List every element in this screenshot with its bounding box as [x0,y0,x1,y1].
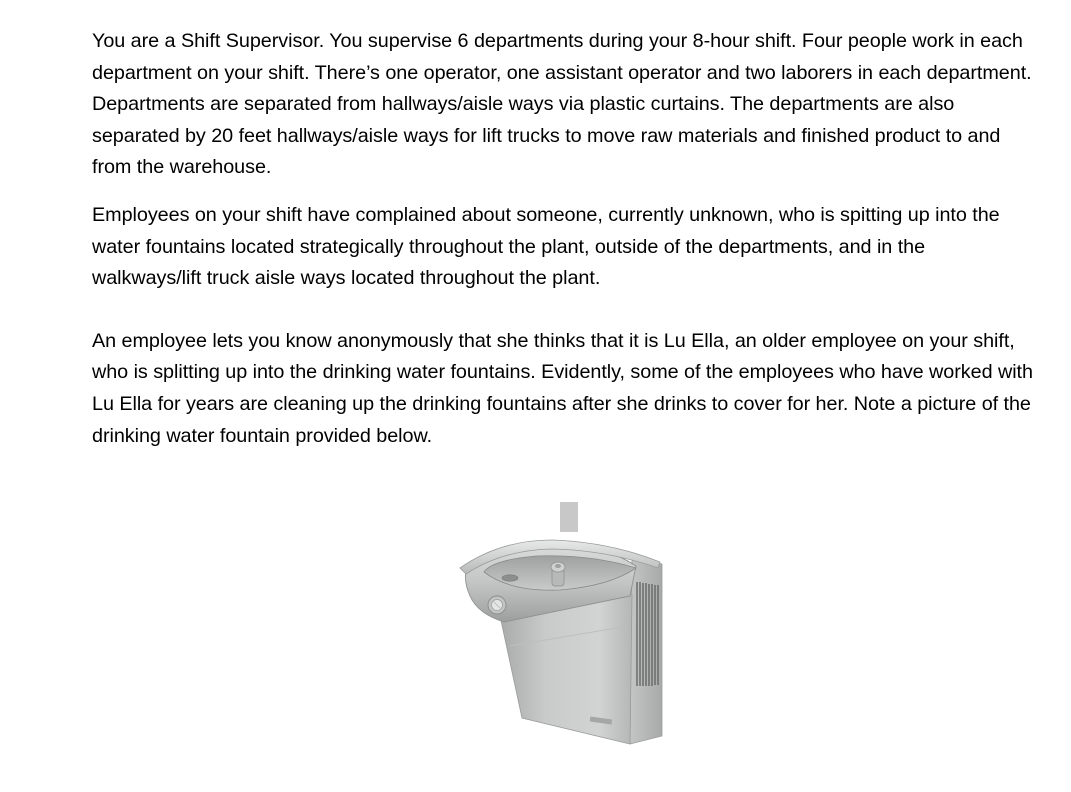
drain-icon [502,575,518,581]
push-button-icon [488,596,506,614]
document-page [92,26,1037,452]
image-placeholder-block [560,502,578,532]
drinking-fountain-image [440,496,680,756]
drinking-fountain-illustration [440,496,680,756]
paragraph-intro: You are a Shift Supervisor. You supervise 6 departments during your 8-hour shift. Four people work in each department on your shift. There’s one operator, one assistant operator and two laborers in each department. Departments are separated from hallways/aisle ways via plastic curtains. The departments are also separated by 20 feet hallways/aisle ways for lift trucks to move raw materials and finished product to and from the warehouse. [92,30,1032,179]
paragraph-anonymous-tip: An employee lets you know anonymously that she thinks that it is Lu Ella, an older employee on your shift, who is splitting up into the drinking water fountains. Evidently, some of the employees who have worked with Lu Ella for years are cleaning up the drinking fountains after she drinks to cover for her. Note a picture of the drinking water fountain provided below. [92,329,1033,447]
bubbler-spout [551,562,565,586]
paragraph-complaints: Employees on your shift have complained about someone, currently unknown, who is spitting up into the water fountains located strategically throughout the plant, outside of the departments, and in the walkways/lift truck aisle ways located throughout the plant. [92,203,1000,290]
